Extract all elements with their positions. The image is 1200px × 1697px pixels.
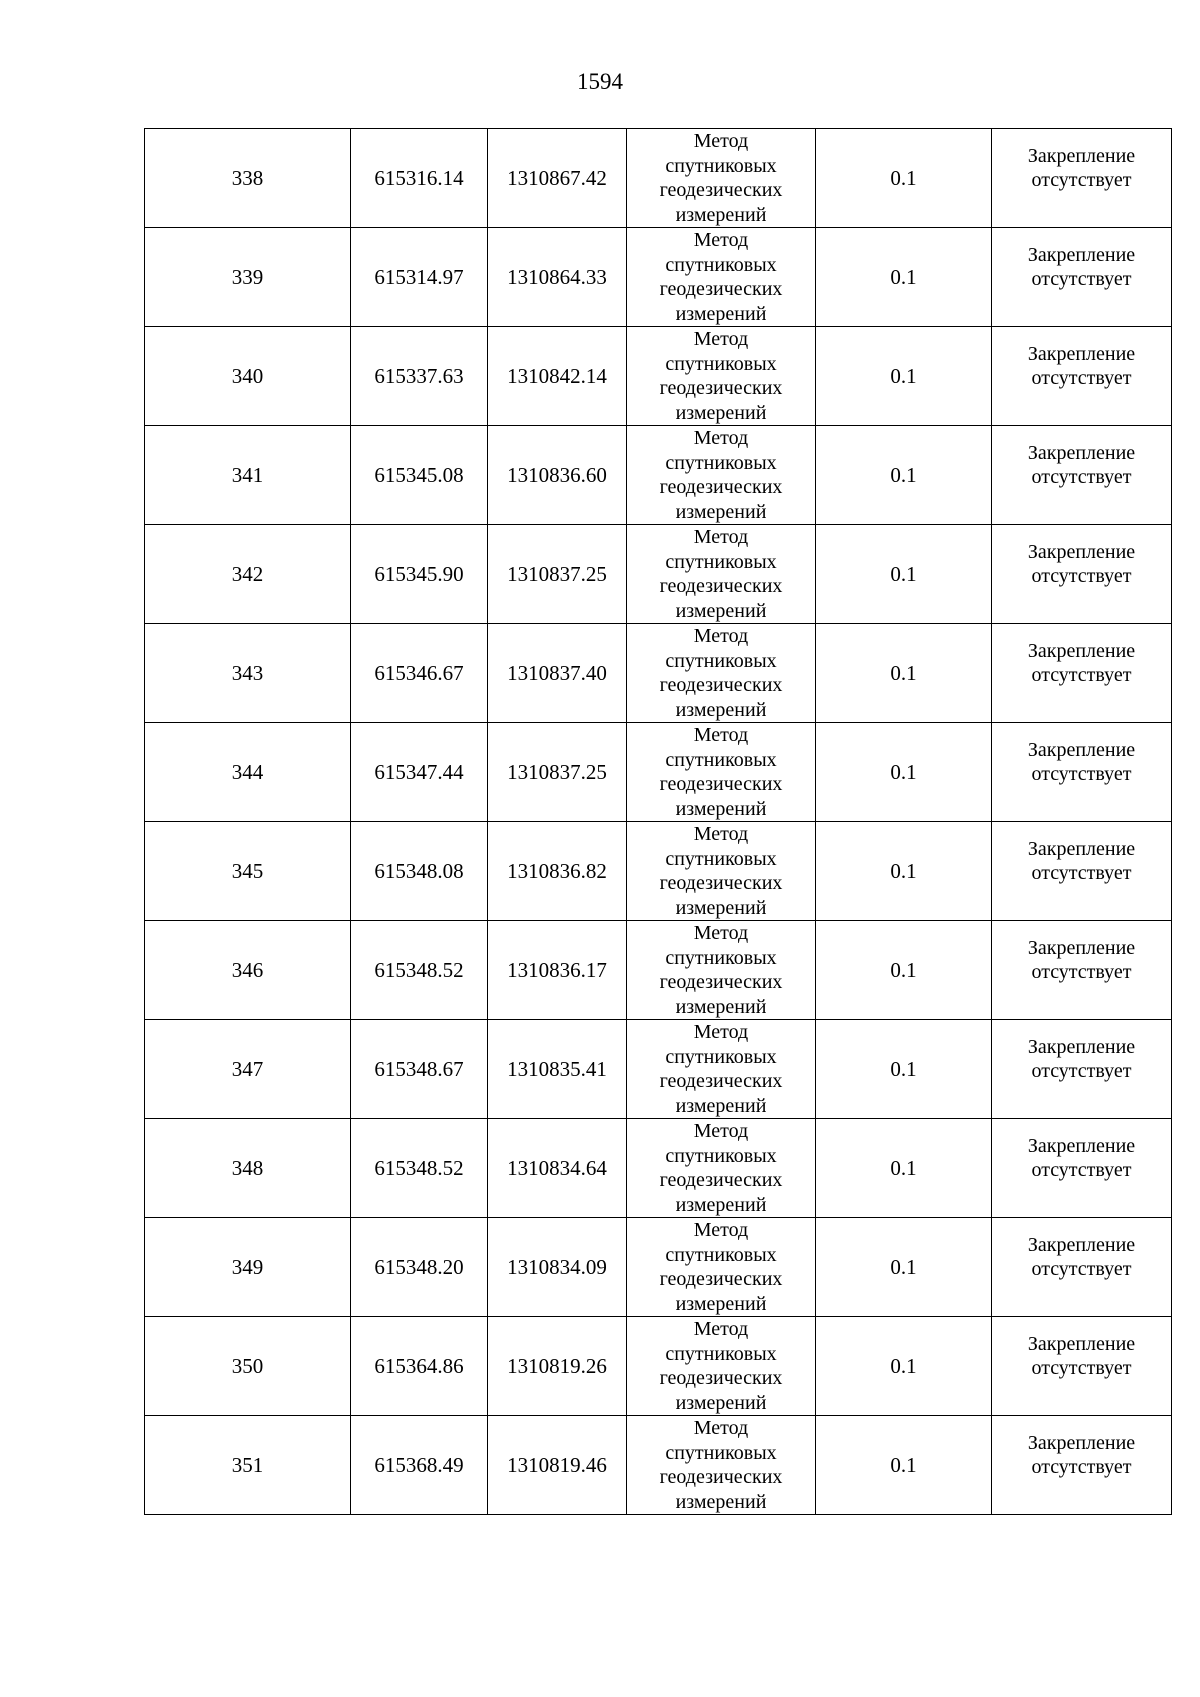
- fixing-text: [1028, 837, 1135, 886]
- fixing-text: [1028, 1035, 1135, 1084]
- fixing-text: [1028, 639, 1135, 688]
- method-line: спутниковых: [665, 847, 777, 870]
- x-coordinate-cell-text: 615347.44: [374, 760, 464, 784]
- method-line: спутниковых: [665, 253, 777, 276]
- fixing-cell: [992, 921, 1172, 1020]
- method-cell: [627, 822, 816, 921]
- fixing-text: [1028, 243, 1135, 292]
- x-coordinate-cell: [351, 1218, 488, 1317]
- method-cell: [627, 1119, 816, 1218]
- x-coordinate-cell-text: 615346.67: [374, 661, 464, 685]
- method-line: спутниковых: [665, 946, 777, 969]
- fixing-line: Закрепление: [1027, 1134, 1136, 1157]
- method-line: измерений: [675, 896, 767, 919]
- method-line: спутниковых: [665, 748, 777, 771]
- method-line: Метод: [693, 526, 749, 548]
- method-line: геодезических: [659, 377, 783, 399]
- fixing-line: отсутствует: [1031, 862, 1132, 884]
- point-number-cell: [145, 1416, 351, 1515]
- method-line: геодезических: [659, 1070, 783, 1092]
- accuracy-cell: [816, 1119, 992, 1218]
- x-coordinate-cell: [351, 129, 488, 228]
- fixing-line: Закрепление: [1027, 1035, 1136, 1058]
- accuracy-cell: [816, 1416, 992, 1515]
- accuracy-cell-text: 0.1: [890, 166, 917, 190]
- y-coordinate-cell-text: 1310819.26: [507, 1354, 607, 1378]
- y-coordinate-cell: [488, 1317, 627, 1416]
- method-line: спутниковых: [665, 649, 777, 672]
- x-coordinate-cell-text: 615348.20: [374, 1255, 464, 1279]
- fixing-line: отсутствует: [1031, 1060, 1132, 1082]
- point-number-cell: [145, 1020, 351, 1119]
- method-line: измерений: [675, 401, 767, 424]
- fixing-line: отсутствует: [1031, 565, 1132, 587]
- x-coordinate-cell-text: 615368.49: [374, 1453, 464, 1477]
- method-line: измерений: [675, 797, 767, 820]
- accuracy-cell-text: 0.1: [890, 463, 917, 487]
- method-line: спутниковых: [665, 1144, 777, 1167]
- fixing-line: отсутствует: [1031, 1456, 1132, 1478]
- fixing-line: Закрепление: [1027, 837, 1136, 860]
- accuracy-cell-text: 0.1: [890, 364, 917, 388]
- y-coordinate-cell-text: 1310835.41: [507, 1057, 607, 1081]
- accuracy-cell-text: 0.1: [890, 1453, 917, 1477]
- point-number-cell: [145, 624, 351, 723]
- fixing-line: отсутствует: [1031, 664, 1132, 686]
- y-coordinate-cell: [488, 426, 627, 525]
- method-line: Метод: [693, 1417, 749, 1439]
- accuracy-cell: [816, 723, 992, 822]
- fixing-line: отсутствует: [1031, 169, 1132, 191]
- point-number-cell-text: 344: [231, 760, 264, 784]
- fixing-cell: [992, 1020, 1172, 1119]
- fixing-cell: [992, 525, 1172, 624]
- fixing-line: Закрепление: [1027, 243, 1136, 266]
- accuracy-cell-text: 0.1: [890, 1057, 917, 1081]
- x-coordinate-cell-text: 615348.52: [374, 958, 464, 982]
- table-row: [145, 921, 1172, 1020]
- fixing-cell: [992, 1416, 1172, 1515]
- point-number-cell: [145, 525, 351, 624]
- method-line: измерений: [675, 1391, 767, 1414]
- accuracy-cell-text: 0.1: [890, 562, 917, 586]
- method-line: измерений: [675, 599, 767, 622]
- accuracy-cell-text: 0.1: [890, 661, 917, 685]
- fixing-cell: [992, 723, 1172, 822]
- accuracy-cell: [816, 426, 992, 525]
- y-coordinate-cell: [488, 921, 627, 1020]
- point-number-cell-text: 341: [231, 463, 264, 487]
- method-line: Метод: [693, 427, 749, 449]
- y-coordinate-cell-text: 1310864.33: [507, 265, 607, 289]
- y-coordinate-cell-text: 1310836.60: [507, 463, 607, 487]
- method-cell: [627, 723, 816, 822]
- x-coordinate-cell-text: 615364.86: [374, 1354, 464, 1378]
- x-coordinate-cell: [351, 624, 488, 723]
- point-number-cell-text: 340: [231, 364, 264, 388]
- table-row: [145, 129, 1172, 228]
- accuracy-cell: [816, 525, 992, 624]
- method-cell: [627, 327, 816, 426]
- x-coordinate-cell: [351, 1020, 488, 1119]
- y-coordinate-cell: [488, 129, 627, 228]
- point-number-cell: [145, 822, 351, 921]
- method-line: Метод: [693, 724, 749, 746]
- fixing-text: [1028, 540, 1135, 589]
- x-coordinate-cell: [351, 426, 488, 525]
- method-cell: [627, 921, 816, 1020]
- method-cell: [627, 129, 816, 228]
- accuracy-cell: [816, 822, 992, 921]
- y-coordinate-cell-text: 1310819.46: [507, 1453, 607, 1477]
- accuracy-cell: [816, 1218, 992, 1317]
- point-number-cell-text: 346: [231, 958, 264, 982]
- accuracy-cell: [816, 228, 992, 327]
- accuracy-cell: [816, 1317, 992, 1416]
- method-line: геодезических: [659, 278, 783, 300]
- fixing-cell: [992, 129, 1172, 228]
- fixing-text: [1028, 144, 1135, 193]
- y-coordinate-cell: [488, 525, 627, 624]
- y-coordinate-cell: [488, 822, 627, 921]
- method-line: спутниковых: [665, 154, 777, 177]
- point-number-cell: [145, 129, 351, 228]
- method-line: измерений: [675, 1094, 767, 1117]
- accuracy-cell: [816, 624, 992, 723]
- method-line: спутниковых: [665, 1342, 777, 1365]
- x-coordinate-cell: [351, 723, 488, 822]
- y-coordinate-cell-text: 1310837.25: [507, 760, 607, 784]
- fixing-line: Закрепление: [1027, 1332, 1136, 1355]
- fixing-cell: [992, 1317, 1172, 1416]
- x-coordinate-cell: [351, 822, 488, 921]
- point-number-cell-text: 350: [231, 1354, 264, 1378]
- x-coordinate-cell: [351, 525, 488, 624]
- x-coordinate-cell: [351, 1119, 488, 1218]
- accuracy-cell-text: 0.1: [890, 859, 917, 883]
- point-number-cell-text: 351: [231, 1453, 264, 1477]
- method-line: спутниковых: [665, 1243, 777, 1266]
- accuracy-cell-text: 0.1: [890, 265, 917, 289]
- y-coordinate-cell-text: 1310837.25: [507, 562, 607, 586]
- x-coordinate-cell-text: 615348.08: [374, 859, 464, 883]
- accuracy-cell-text: 0.1: [890, 1354, 917, 1378]
- method-line: геодезических: [659, 476, 783, 498]
- method-line: Метод: [693, 823, 749, 845]
- accuracy-cell: [816, 921, 992, 1020]
- method-line: Метод: [693, 1318, 749, 1340]
- method-line: измерений: [675, 698, 767, 721]
- method-line: спутниковых: [665, 1045, 777, 1068]
- table-row: [145, 723, 1172, 822]
- method-line: Метод: [693, 1219, 749, 1241]
- method-line: измерений: [675, 1193, 767, 1216]
- point-number-cell: [145, 426, 351, 525]
- method-line: спутниковых: [665, 1441, 777, 1464]
- table-row: [145, 822, 1172, 921]
- fixing-line: Закрепление: [1027, 1431, 1136, 1454]
- y-coordinate-cell: [488, 228, 627, 327]
- accuracy-cell: [816, 1020, 992, 1119]
- method-line: Метод: [693, 625, 749, 647]
- method-line: спутниковых: [665, 352, 777, 375]
- method-line: Метод: [693, 328, 749, 350]
- method-line: геодезических: [659, 1466, 783, 1488]
- y-coordinate-cell-text: 1310834.64: [507, 1156, 607, 1180]
- table-row: [145, 228, 1172, 327]
- method-line: геодезических: [659, 1367, 783, 1389]
- fixing-text: [1028, 1431, 1135, 1480]
- fixing-line: Закрепление: [1027, 342, 1136, 365]
- method-line: геодезических: [659, 575, 783, 597]
- point-number-cell-text: 349: [231, 1255, 264, 1279]
- x-coordinate-cell: [351, 1317, 488, 1416]
- method-line: Метод: [693, 922, 749, 944]
- fixing-text: [1028, 936, 1135, 985]
- fixing-line: Закрепление: [1027, 738, 1136, 761]
- method-cell: [627, 228, 816, 327]
- fixing-line: Закрепление: [1027, 441, 1136, 464]
- fixing-cell: [992, 228, 1172, 327]
- table-row: [145, 624, 1172, 723]
- method-line: геодезических: [659, 872, 783, 894]
- y-coordinate-cell: [488, 1218, 627, 1317]
- method-line: спутниковых: [665, 451, 777, 474]
- method-line: Метод: [693, 229, 749, 251]
- x-coordinate-cell-text: 615345.08: [374, 463, 464, 487]
- fixing-line: отсутствует: [1031, 1357, 1132, 1379]
- y-coordinate-cell-text: 1310867.42: [507, 166, 607, 190]
- x-coordinate-cell: [351, 921, 488, 1020]
- method-line: измерений: [675, 1490, 767, 1513]
- point-number-cell-text: 342: [231, 562, 264, 586]
- method-line: Метод: [693, 1120, 749, 1142]
- method-line: измерений: [675, 1292, 767, 1315]
- y-coordinate-cell-text: 1310842.14: [507, 364, 607, 388]
- fixing-line: отсутствует: [1031, 961, 1132, 983]
- point-number-cell: [145, 1119, 351, 1218]
- x-coordinate-cell-text: 615316.14: [374, 166, 464, 190]
- method-line: измерений: [675, 995, 767, 1018]
- fixing-text: [1028, 441, 1135, 490]
- x-coordinate-cell: [351, 327, 488, 426]
- y-coordinate-cell: [488, 1416, 627, 1515]
- point-number-cell-text: 348: [231, 1156, 264, 1180]
- method-cell: [627, 1020, 816, 1119]
- method-line: геодезических: [659, 1268, 783, 1290]
- table-row: [145, 1317, 1172, 1416]
- fixing-line: отсутствует: [1031, 1159, 1132, 1181]
- method-line: спутниковых: [665, 550, 777, 573]
- fixing-line: отсутствует: [1031, 367, 1132, 389]
- fixing-text: [1028, 1233, 1135, 1282]
- y-coordinate-cell-text: 1310834.09: [507, 1255, 607, 1279]
- fixing-cell: [992, 624, 1172, 723]
- fixing-line: отсутствует: [1031, 268, 1132, 290]
- fixing-cell: [992, 1218, 1172, 1317]
- method-line: геодезических: [659, 179, 783, 201]
- point-number-cell: [145, 1218, 351, 1317]
- page-number: 1594: [577, 69, 623, 94]
- method-cell: [627, 426, 816, 525]
- fixing-line: отсутствует: [1031, 763, 1132, 785]
- y-coordinate-cell: [488, 1020, 627, 1119]
- table-row: [145, 1416, 1172, 1515]
- y-coordinate-cell: [488, 624, 627, 723]
- accuracy-cell-text: 0.1: [890, 958, 917, 982]
- table-row: [145, 426, 1172, 525]
- method-line: Метод: [693, 1021, 749, 1043]
- fixing-line: отсутствует: [1031, 466, 1132, 488]
- fixing-line: Закрепление: [1027, 936, 1136, 959]
- fixing-line: Закрепление: [1027, 144, 1136, 167]
- table-row: [145, 525, 1172, 624]
- y-coordinate-cell-text: 1310837.40: [507, 661, 607, 685]
- fixing-line: Закрепление: [1027, 639, 1136, 662]
- method-line: измерений: [675, 203, 767, 226]
- fixing-text: [1028, 342, 1135, 391]
- coordinates-table: [144, 128, 1172, 1515]
- x-coordinate-cell-text: 615348.67: [374, 1057, 464, 1081]
- point-number-cell: [145, 228, 351, 327]
- point-number-cell-text: 343: [231, 661, 264, 685]
- method-line: геодезических: [659, 674, 783, 696]
- method-line: геодезических: [659, 971, 783, 993]
- point-number-cell: [145, 327, 351, 426]
- method-cell: [627, 525, 816, 624]
- fixing-cell: [992, 822, 1172, 921]
- y-coordinate-cell: [488, 1119, 627, 1218]
- point-number-cell-text: 347: [231, 1057, 264, 1081]
- x-coordinate-cell-text: 615314.97: [374, 265, 464, 289]
- method-cell: [627, 624, 816, 723]
- fixing-line: Закрепление: [1027, 540, 1136, 563]
- coordinates-table-body: [145, 129, 1172, 1515]
- table-row: [145, 1119, 1172, 1218]
- y-coordinate-cell: [488, 327, 627, 426]
- method-cell: [627, 1218, 816, 1317]
- point-number-cell-text: 345: [231, 859, 264, 883]
- fixing-cell: [992, 327, 1172, 426]
- fixing-line: отсутствует: [1031, 1258, 1132, 1280]
- point-number-cell: [145, 1317, 351, 1416]
- method-line: измерений: [675, 302, 767, 325]
- accuracy-cell-text: 0.1: [890, 1255, 917, 1279]
- method-cell: [627, 1416, 816, 1515]
- fixing-text: [1028, 1134, 1135, 1183]
- point-number-cell-text: 339: [231, 265, 264, 289]
- fixing-cell: [992, 1119, 1172, 1218]
- y-coordinate-cell-text: 1310836.82: [507, 859, 607, 883]
- y-coordinate-cell-text: 1310836.17: [507, 958, 607, 982]
- point-number-cell: [145, 921, 351, 1020]
- x-coordinate-cell-text: 615345.90: [374, 562, 464, 586]
- method-line: геодезических: [659, 773, 783, 795]
- method-cell: [627, 1317, 816, 1416]
- point-number-cell-text: 338: [231, 166, 264, 190]
- x-coordinate-cell: [351, 228, 488, 327]
- x-coordinate-cell: [351, 1416, 488, 1515]
- method-line: Метод: [693, 130, 749, 152]
- accuracy-cell: [816, 327, 992, 426]
- accuracy-cell: [816, 129, 992, 228]
- table-row: [145, 1218, 1172, 1317]
- method-line: геодезических: [659, 1169, 783, 1191]
- point-number-cell: [145, 723, 351, 822]
- accuracy-cell-text: 0.1: [890, 760, 917, 784]
- x-coordinate-cell-text: 615348.52: [374, 1156, 464, 1180]
- fixing-cell: [992, 426, 1172, 525]
- accuracy-cell-text: 0.1: [890, 1156, 917, 1180]
- y-coordinate-cell: [488, 723, 627, 822]
- fixing-line: Закрепление: [1027, 1233, 1136, 1256]
- fixing-text: [1028, 738, 1135, 787]
- table-row: [145, 327, 1172, 426]
- x-coordinate-cell-text: 615337.63: [374, 364, 464, 388]
- fixing-text: [1028, 1332, 1135, 1381]
- method-line: измерений: [675, 500, 767, 523]
- table-row: [145, 1020, 1172, 1119]
